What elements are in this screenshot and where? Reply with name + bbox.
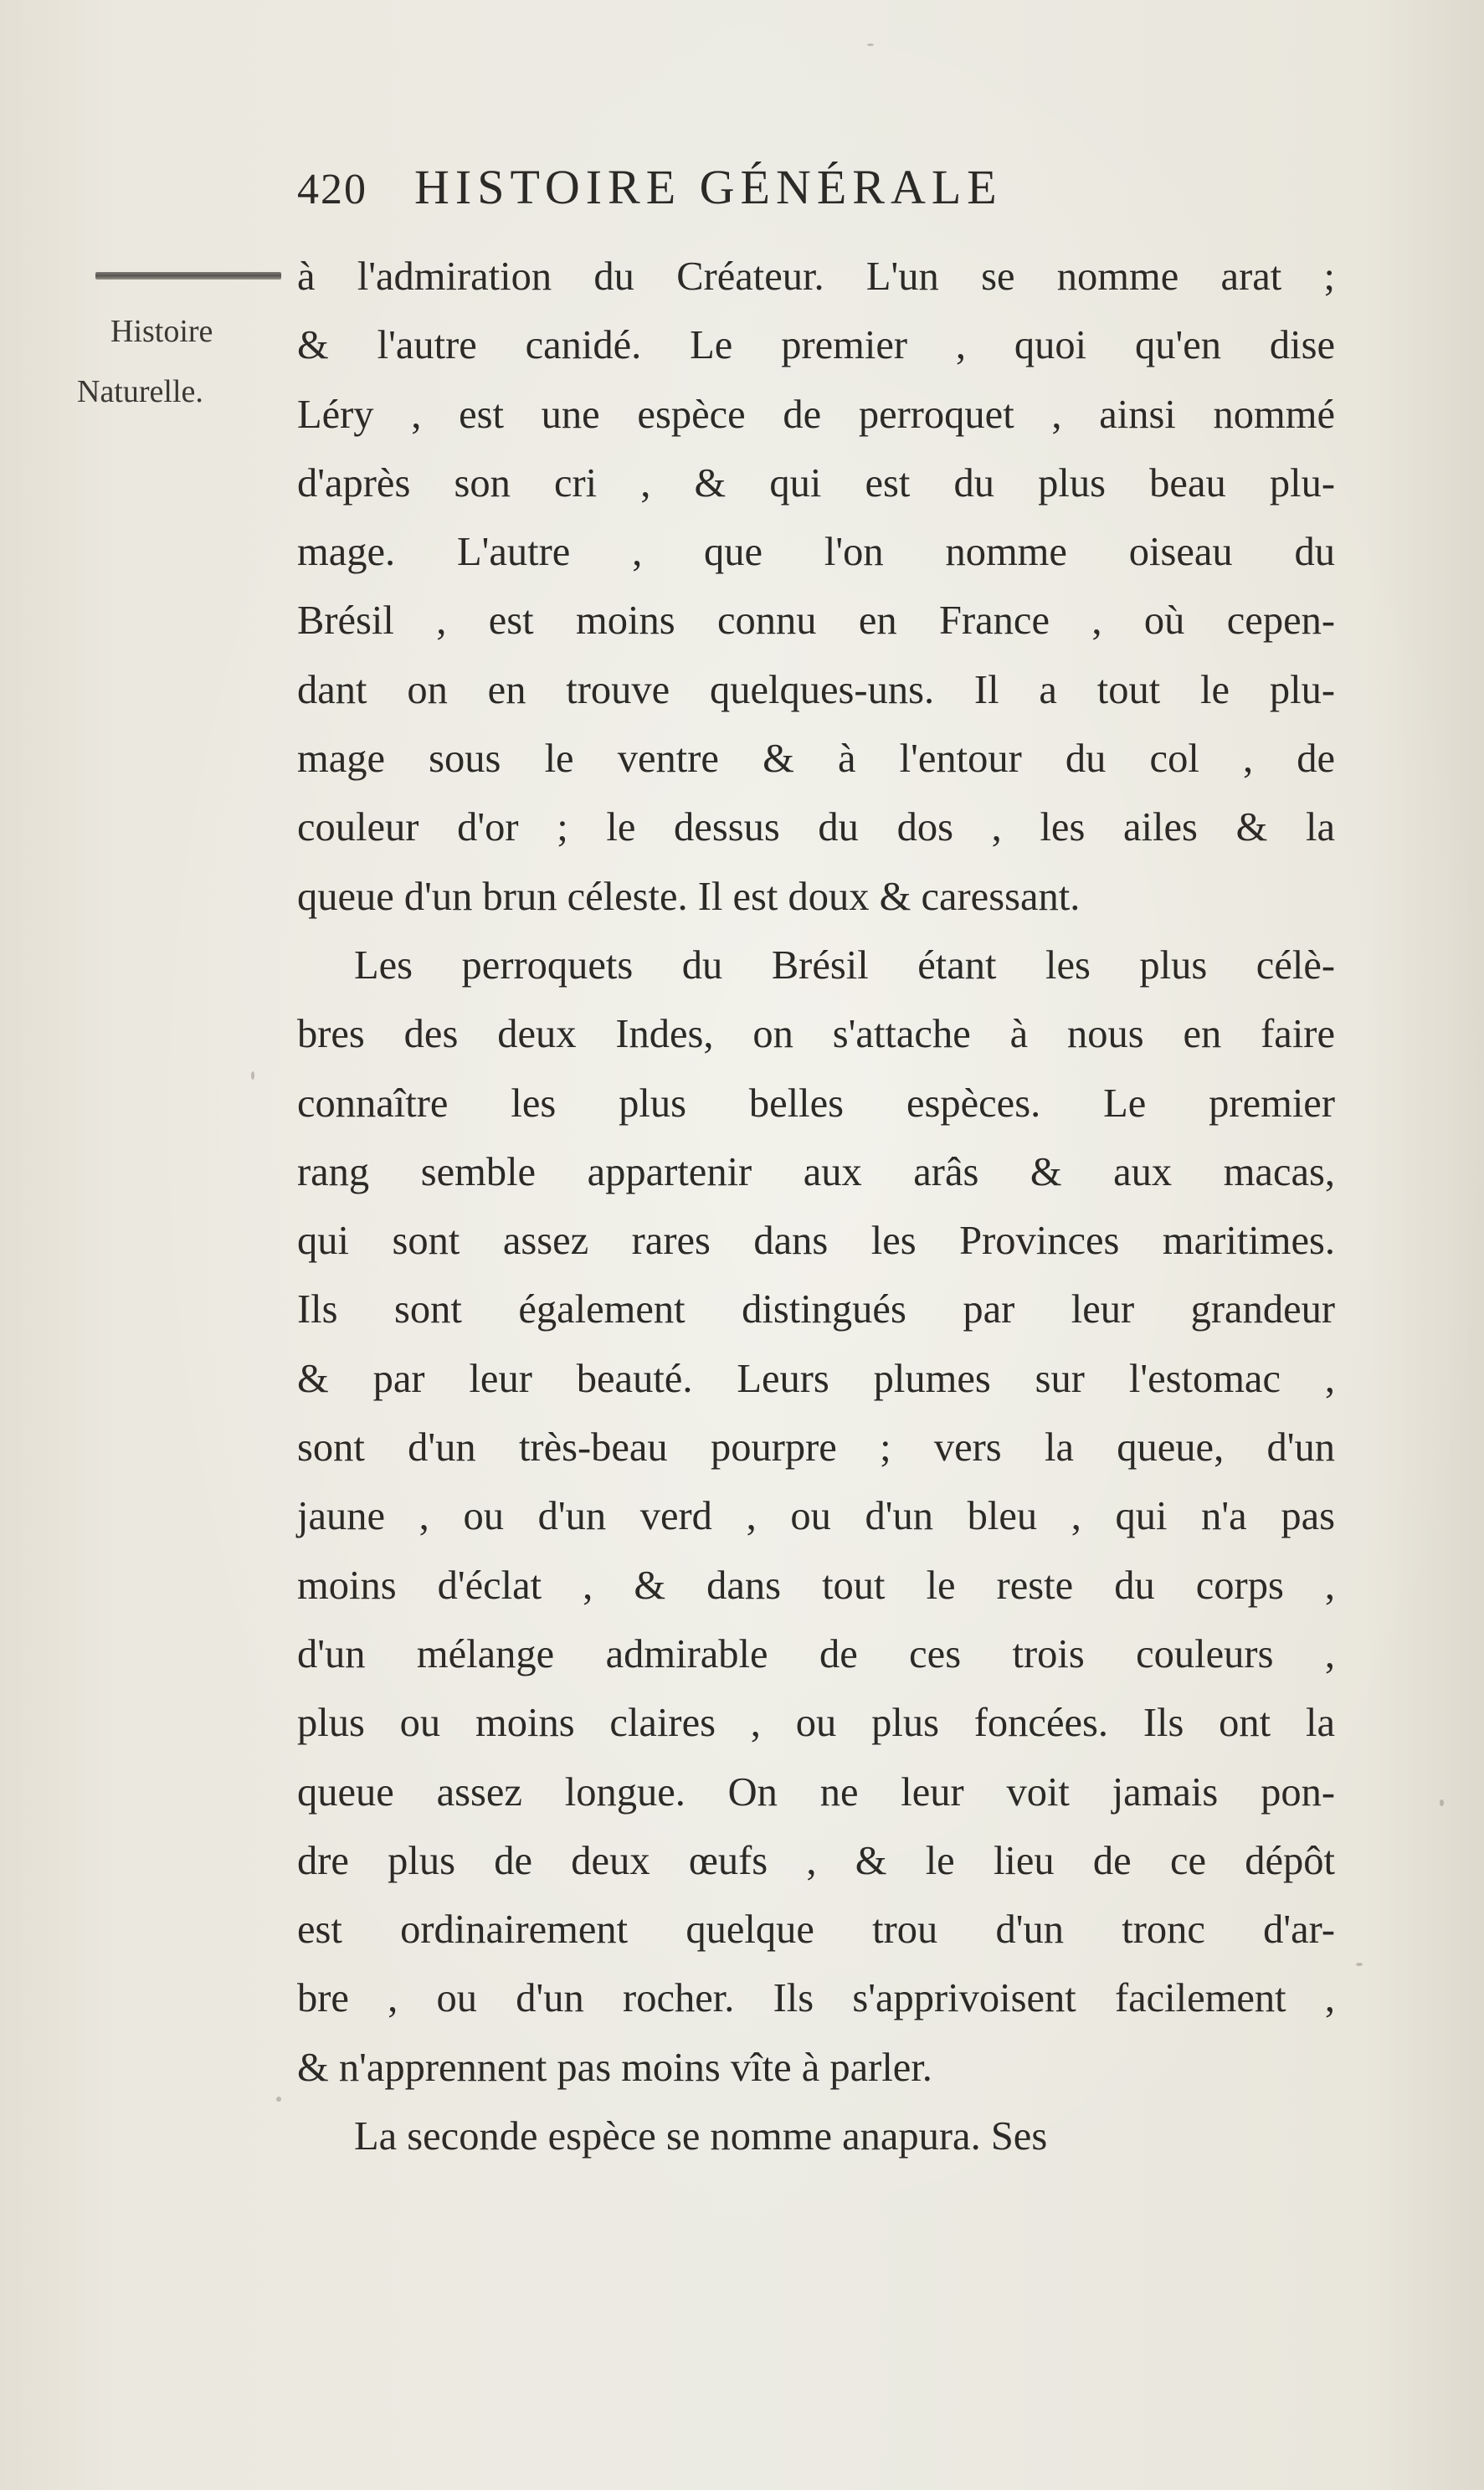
marginal-note-line: Naturelle. <box>77 374 203 409</box>
text-line: rang semble appartenir aux arâs & aux macas, <box>297 1149 1335 1194</box>
text-line: & l'autre canidé. Le premier , quoi qu'en dise <box>297 323 1335 368</box>
text-line: moins d'éclat , & dans tout le reste du corps , <box>297 1563 1335 1608</box>
text-line: dre plus de deux œufs , & le lieu de ce dépôt <box>297 1838 1335 1883</box>
text-line: bre , ou d'un rocher. Ils s'apprivoisent facilement , <box>297 1976 1335 2021</box>
ink-speck <box>1440 1799 1444 1806</box>
text-line: à l'admiration du Créateur. L'un se nomme arat ; <box>297 254 1335 299</box>
marginal-note <box>77 301 278 422</box>
text-line: & n'apprennent pas moins vîte à parler. <box>297 2045 932 2090</box>
text-line: Les perroquets du Brésil étant les plus célè- <box>354 942 1335 988</box>
page-number: 420 <box>297 166 367 213</box>
text-line: Brésil , est moins connu en France , où cepen- <box>297 598 1335 644</box>
printer-rule-ornament <box>95 272 281 280</box>
text-line: queue assez longue. On ne leur voit jamais pon- <box>297 1769 1335 1815</box>
text-line: couleur d'or ; le dessus du dos , les ailes & la <box>297 805 1335 850</box>
marginal-note-line: Histoire <box>110 314 213 349</box>
ink-speck <box>867 44 874 46</box>
text-line: bres des deux Indes, on s'attache à nous en faire <box>297 1012 1335 1057</box>
text-line: d'après son cri , & qui est du plus beau plu- <box>297 460 1335 506</box>
ink-speck <box>251 1071 254 1080</box>
text-line: connaître les plus belles espèces. Le premier <box>297 1081 1335 1126</box>
text-line: jaune , ou d'un verd , ou d'un bleu , qui n'a pas <box>297 1494 1335 1539</box>
text-line: & par leur beauté. Leurs plumes sur l'estomac , <box>297 1356 1335 1401</box>
text-line: Léry , est une espèce de perroquet , ainsi nommé <box>297 392 1335 437</box>
text-line: est ordinairement quelque trou d'un tronc d'ar- <box>297 1907 1335 1953</box>
text-line: La seconde espèce se nomme anapura. Ses <box>354 2114 1048 2159</box>
body-text <box>297 243 1335 2171</box>
text-line: Ils sont également distingués par leur grandeur <box>297 1287 1335 1332</box>
running-head <box>297 159 1310 226</box>
running-title: HISTOIRE GÉNÉRALE <box>414 160 1003 214</box>
text-line: mage sous le ventre & à l'entour du col , de <box>297 737 1335 782</box>
text-line: queue d'un brun céleste. Il est doux & caressant. <box>297 874 1081 919</box>
text-line: d'un mélange admirable de ces trois couleurs , <box>297 1631 1335 1676</box>
text-line: dant on en trouve quelques-uns. Il a tout le plu- <box>297 667 1335 712</box>
text-line: mage. L'autre , que l'on nomme oiseau du <box>297 530 1335 575</box>
text-line: plus ou moins claires , ou plus foncées. Ils ont la <box>297 1701 1335 1746</box>
ink-speck <box>276 2097 281 2102</box>
ink-speck <box>1356 1963 1363 1966</box>
text-line: qui sont assez rares dans les Provinces maritimes. <box>297 1219 1335 1264</box>
text-line: sont d'un très-beau pourpre ; vers la queue, d'un <box>297 1425 1335 1471</box>
